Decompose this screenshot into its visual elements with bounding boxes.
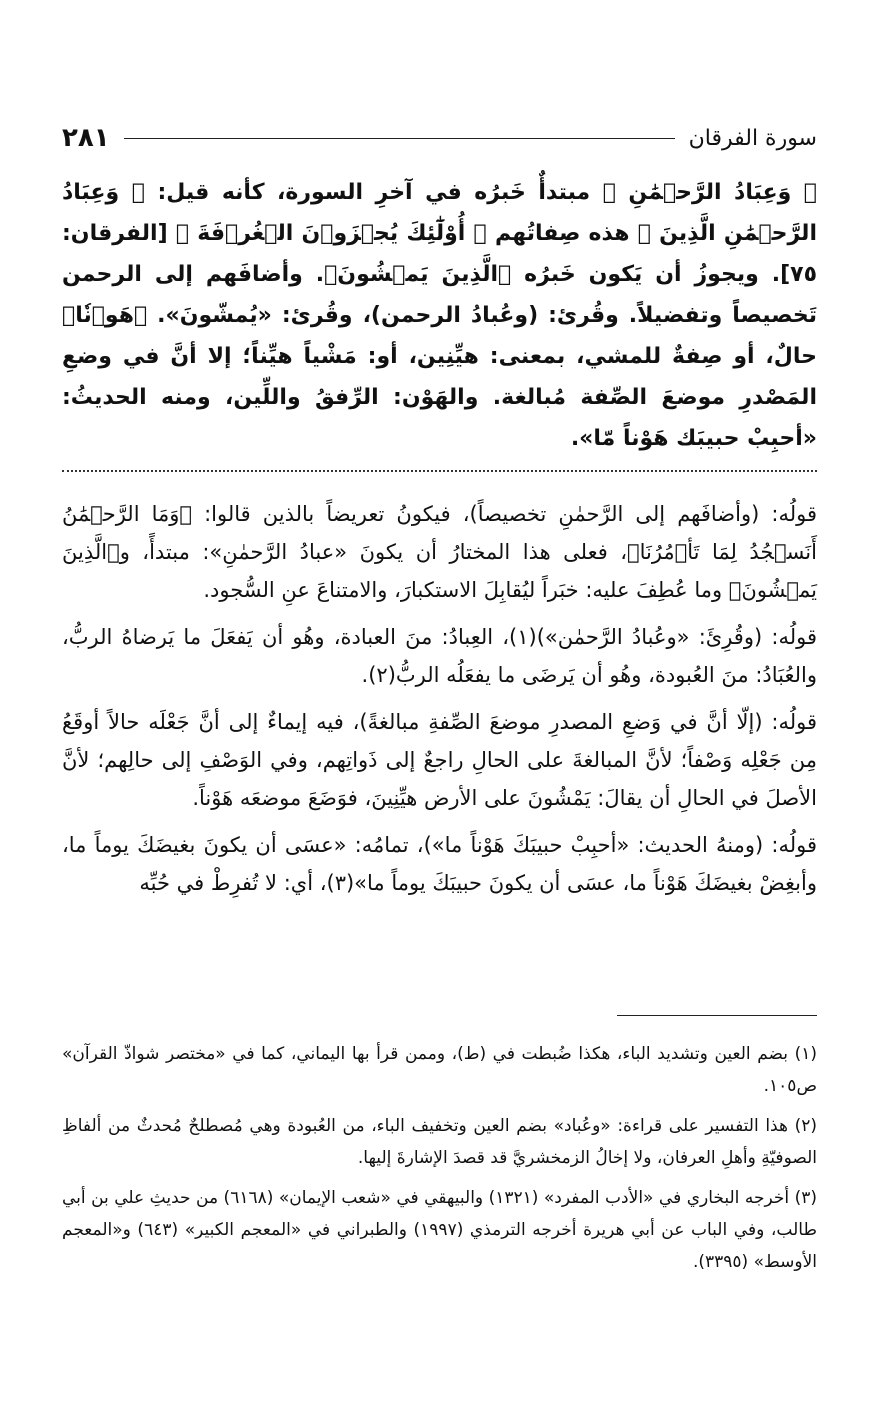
commentary-paragraph: قولُه: (وأضافَهم إلى الرَّحمٰنِ تخصيصاً)، فيكونُ تعريضاً بالذين قالوا: ﴿وَمَا الرَّحۡمَٰنُ أَنَسۡجُدُ لِمَا تَأۡمُرُنَا﴾، فعلى هذا المختارُ أن يكونَ «عبادُ الرَّحمٰنِ»: مبتدأً، و﴿الَّذِينَ يَمۡشُونَ﴾ وما عُطِفَ عليه: خبَراً ليُقابِلَ الاستكبارَ، والامتناعَ عنِ السُّجود. (62, 502, 817, 602)
header-rule (124, 138, 675, 139)
section-divider (62, 470, 817, 472)
page-number: ٢٨١ (62, 123, 110, 153)
commentary-paragraph: قولُه: (ومنهُ الحديث: «أحبِبْ حبيبَكَ هَوْناً ما»)، تمامُه: «عسَى أن يكونَ بغيضَكَ يوماً ما، وأبغِضْ بغيضَكَ هَوْناً ما، عسَى أن يكونَ حبيبَكَ يوماً ما»(٣)، أي: لا تُفرِطْ في حُبِّه (62, 833, 817, 895)
footnotes (62, 1038, 817, 1286)
commentary-paragraph: قولُه: (وقُرِئَ: «وعُبادُ الرَّحمٰن»)(١)، العِبادُ: منَ العبادة، وهُو أن يَفعَلَ ما يَرضاهُ الربُّ، والعُبَادُ: منَ العُبودة، وهُو أن يَرضَى ما يفعَلُه الربُّ(٢). (62, 625, 818, 687)
surah-title: سورة الفرقان (688, 125, 817, 151)
footnote-1: (١) بضم العين وتشديد الباء، هكذا ضُبطت في (ط)، وممن قرأ بها اليماني، كما في «مختصر شواذّ القرآن» ص١٠٥. (62, 1044, 817, 1096)
footnote-rule (617, 1015, 817, 1016)
main-text (62, 172, 817, 459)
commentary (62, 495, 817, 911)
page-header (62, 118, 817, 158)
main-paragraph: ﴿ وَعِبَادُ الرَّحۡمَٰنِ ﴾ مبتدأٌ خَبرُه في آخرِ السورة، كأنه قيل: ﴿ وَعِبَادُ الرَّحۡمَٰنِ الَّذِينَ ﴾ هذه صِفاتُهم ﴿ أُوْلَٰٓئِكَ يُجۡزَوۡنَ الۡغُرۡفَةَ ﴾ [الفرقان: ٧٥]. ويجوزُ أن يَكون خَبرُه ﴿الَّذِينَ يَمۡشُونَ﴾. وأضافَهم إلى الرحمن تَخصيصاً وتفضيلاً. وقُرئ: (وعُبادُ الرحمن)، وقُرئ: «يُمشّونَ». ﴿هَوۡنٗا﴾ حالٌ، أو صِفةٌ للمشي، بمعنى: هيِّنِين، أو: مَشْياً هيِّناً؛ إلا أنَّ في وضعِ المَصْدرِ موضعَ الصِّفة مُبالغة. والهَوْن: الرِّفقُ واللِّين، ومنه الحديثُ: «أحبِبْ حبيبَك هَوْناً مّا». (62, 180, 817, 451)
commentary-paragraph: قولُه: (إلّا أنَّ في وَضعِ المصدرِ موضعَ الصِّفةِ مبالغةً)، فيه إيماءٌ إلى أنَّ جَعْلَه حالاً أوقَعُ مِن جَعْلِه وَصْفاً؛ لأنَّ المبالغةَ على الحالِ راجعٌ إلى ذَواتِهم، وفي الوَصْفِ إلى حالِهم؛ لأنَّ الأصلَ في الحالِ أن يقالَ: يَمْشُونَ على الأرض هيِّنِينَ، فوَضَعَ موضعَه هَوْناً. (62, 710, 817, 810)
footnote-3: (٣) أخرجه البخاري في «الأدب المفرد» (١٣٢١) والبيهقي في «شعب الإيمان» (٦١٦٨) من حديثِ علي بن أبي طالب، وفي الباب عن أبي هريرة أخرجه الترمذي (١٩٩٧) والطبراني في «المعجم الكبير» (٦٤٣) و«المعجم الأوسط» (٣٣٩٥). (62, 1188, 818, 1272)
footnote-2: (٢) هذا التفسير على قراءة: «وعُباد» بضم العين وتخفيف الباء، من العُبودة وهي مُصطلحٌ مُحدثٌ من ألفاظِ الصوفيّةِ وأهلِ العرفان، ولا إخالُ الزمخشريَّ قد قصدَ الإشارةَ إليها. (62, 1116, 817, 1168)
